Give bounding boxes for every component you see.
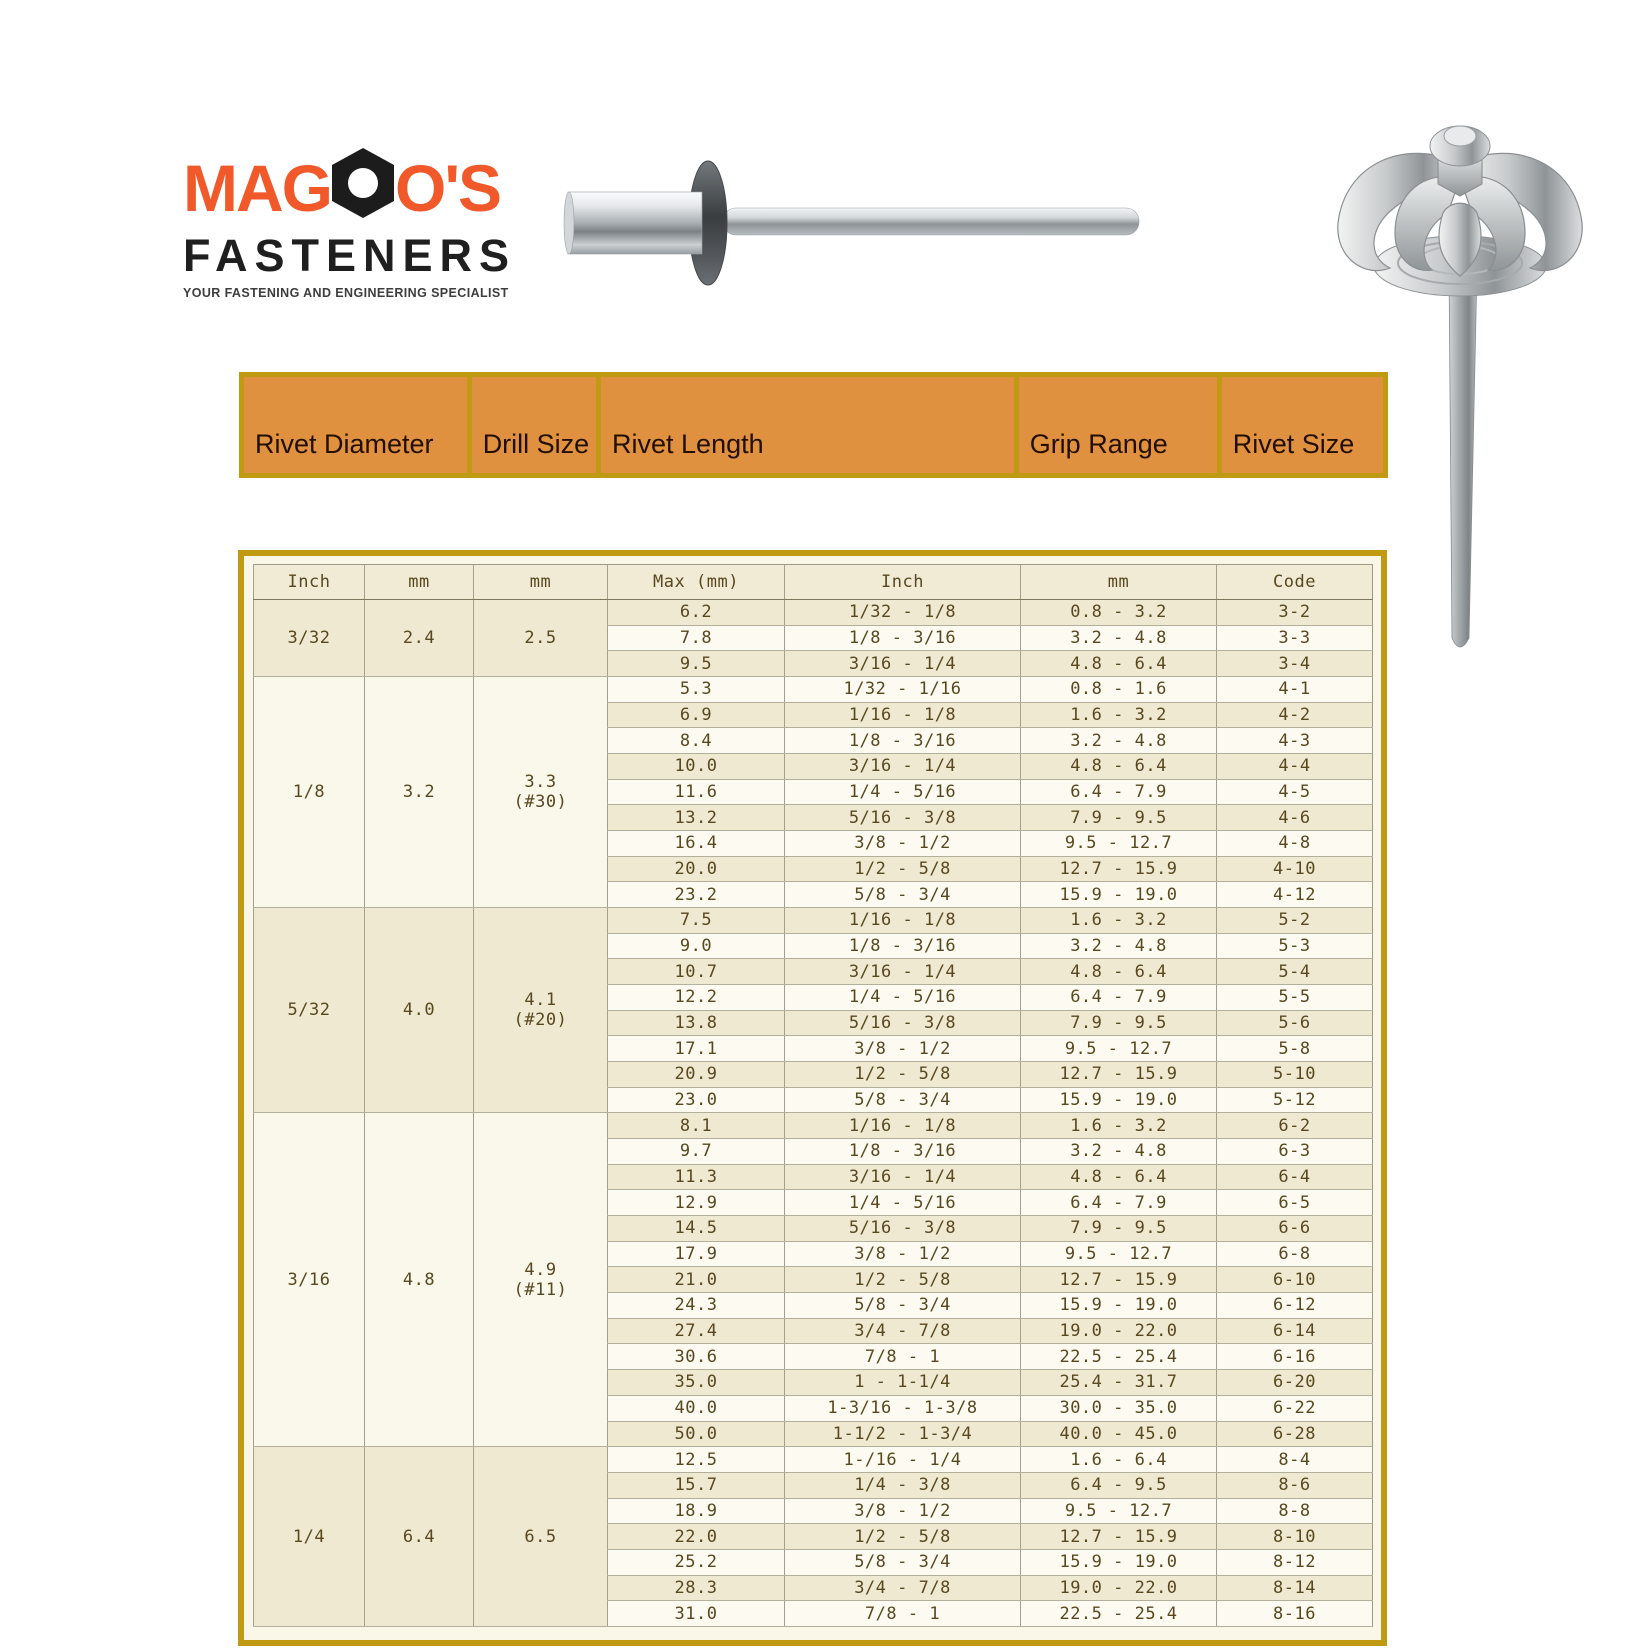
cell-grip-inch: 1/16 - 1/8	[785, 1113, 1021, 1139]
cell-drill-mm: 2.5	[474, 600, 608, 677]
cell-code: 6-14	[1217, 1318, 1373, 1344]
spec-row	[254, 600, 1373, 626]
cell-code: 5-10	[1217, 1062, 1373, 1088]
cell-length-max-mm: 7.5	[608, 908, 785, 934]
cell-diameter-inch: 3/16	[254, 1113, 365, 1447]
cell-length-max-mm: 10.0	[608, 754, 785, 780]
col-header-code: Code	[1217, 565, 1373, 600]
cell-grip-inch: 3/8 - 1/2	[785, 831, 1021, 857]
cell-diameter-mm: 2.4	[365, 600, 474, 677]
cell-code: 8-14	[1217, 1575, 1373, 1601]
cell-grip-mm: 4.8 - 6.4	[1021, 1164, 1217, 1190]
cell-grip-mm: 1.6 - 3.2	[1021, 908, 1217, 934]
cell-code: 4-12	[1217, 882, 1373, 908]
spec-row	[254, 1447, 1373, 1473]
header-cell-rivet-length: Rivet Length	[601, 377, 1014, 473]
cell-length-max-mm: 27.4	[608, 1318, 785, 1344]
cell-grip-inch: 1/4 - 5/16	[785, 985, 1021, 1011]
spec-row	[254, 1113, 1373, 1139]
cell-length-max-mm: 18.9	[608, 1498, 785, 1524]
cell-length-max-mm: 40.0	[608, 1395, 785, 1421]
cell-grip-inch: 1/8 - 3/16	[785, 625, 1021, 651]
hex-nut-icon	[326, 146, 400, 230]
cell-diameter-mm: 3.2	[365, 677, 474, 908]
cell-grip-mm: 7.9 - 9.5	[1021, 1216, 1217, 1242]
cell-code: 5-2	[1217, 908, 1373, 934]
cell-grip-inch: 5/16 - 3/8	[785, 805, 1021, 831]
cell-length-max-mm: 9.0	[608, 933, 785, 959]
cell-grip-inch: 1/8 - 3/16	[785, 933, 1021, 959]
cell-length-max-mm: 50.0	[608, 1421, 785, 1447]
cell-grip-inch: 7/8 - 1	[785, 1601, 1021, 1627]
cell-code: 4-6	[1217, 805, 1373, 831]
cell-grip-mm: 22.5 - 25.4	[1021, 1344, 1217, 1370]
cell-code: 4-1	[1217, 677, 1373, 703]
cell-length-max-mm: 11.3	[608, 1164, 785, 1190]
cell-code: 6-28	[1217, 1421, 1373, 1447]
cell-code: 6-2	[1217, 1113, 1373, 1139]
cell-length-max-mm: 20.0	[608, 856, 785, 882]
cell-diameter-inch: 1/4	[254, 1447, 365, 1627]
cell-grip-inch: 1-/16 - 1/4	[785, 1447, 1021, 1473]
cell-code: 5-8	[1217, 1036, 1373, 1062]
cell-diameter-inch: 3/32	[254, 600, 365, 677]
cell-diameter-mm: 4.0	[365, 908, 474, 1113]
cell-length-max-mm: 10.7	[608, 959, 785, 985]
cell-length-max-mm: 17.1	[608, 1036, 785, 1062]
cell-code: 6-5	[1217, 1190, 1373, 1216]
cell-grip-mm: 15.9 - 19.0	[1021, 1293, 1217, 1319]
col-header-drill-mm: mm	[474, 565, 608, 600]
cell-grip-inch: 1/4 - 3/8	[785, 1472, 1021, 1498]
cell-code: 6-10	[1217, 1267, 1373, 1293]
cell-grip-inch: 1/2 - 5/8	[785, 1267, 1021, 1293]
col-header-length-max-mm: Max (mm)	[608, 565, 785, 600]
cell-grip-mm: 1.6 - 6.4	[1021, 1447, 1217, 1473]
cell-grip-inch: 1/16 - 1/8	[785, 702, 1021, 728]
cell-grip-mm: 3.2 - 4.8	[1021, 625, 1217, 651]
spec-row	[254, 677, 1373, 703]
cell-grip-inch: 1/8 - 3/16	[785, 1139, 1021, 1165]
cell-code: 6-8	[1217, 1241, 1373, 1267]
cell-grip-inch: 3/4 - 7/8	[785, 1575, 1021, 1601]
cell-length-max-mm: 21.0	[608, 1267, 785, 1293]
header-cell-drill-size: Drill Size	[472, 377, 596, 473]
cell-grip-inch: 1/2 - 5/8	[785, 856, 1021, 882]
cell-grip-mm: 15.9 - 19.0	[1021, 1549, 1217, 1575]
cell-grip-inch: 1-1/2 - 1-3/4	[785, 1421, 1021, 1447]
cell-grip-inch: 1/32 - 1/16	[785, 677, 1021, 703]
cell-length-max-mm: 11.6	[608, 779, 785, 805]
cell-grip-inch: 7/8 - 1	[785, 1344, 1021, 1370]
cell-grip-inch: 1/16 - 1/8	[785, 908, 1021, 934]
cell-code: 4-5	[1217, 779, 1373, 805]
cell-code: 3-3	[1217, 625, 1373, 651]
cell-length-max-mm: 6.9	[608, 702, 785, 728]
cell-code: 4-8	[1217, 831, 1373, 857]
cell-length-max-mm: 14.5	[608, 1216, 785, 1242]
cell-grip-mm: 6.4 - 7.9	[1021, 1190, 1217, 1216]
cell-length-max-mm: 8.4	[608, 728, 785, 754]
col-header-diameter-inch: Inch	[254, 565, 365, 600]
cell-length-max-mm: 9.5	[608, 651, 785, 677]
cell-grip-mm: 4.8 - 6.4	[1021, 754, 1217, 780]
brand-name-suffix: O'S	[394, 151, 501, 225]
cell-length-max-mm: 6.2	[608, 600, 785, 626]
spec-row	[254, 908, 1373, 934]
brand-name-prefix: MAG	[183, 151, 331, 225]
cell-grip-inch: 5/16 - 3/8	[785, 1010, 1021, 1036]
cell-code: 5-6	[1217, 1010, 1373, 1036]
cell-grip-inch: 5/16 - 3/8	[785, 1216, 1021, 1242]
cell-code: 8-4	[1217, 1447, 1373, 1473]
brand-tagline: YOUR FASTENING AND ENGINEERING SPECIALIST	[183, 286, 509, 301]
cell-grip-inch: 3/8 - 1/2	[785, 1036, 1021, 1062]
cell-length-max-mm: 8.1	[608, 1113, 785, 1139]
cell-grip-inch: 3/16 - 1/4	[785, 754, 1021, 780]
cell-grip-mm: 4.8 - 6.4	[1021, 959, 1217, 985]
cell-grip-inch: 5/8 - 3/4	[785, 1549, 1021, 1575]
cell-grip-inch: 1 - 1-1/4	[785, 1370, 1021, 1396]
cell-length-max-mm: 23.0	[608, 1087, 785, 1113]
cell-length-max-mm: 31.0	[608, 1601, 785, 1627]
cell-diameter-mm: 6.4	[365, 1447, 474, 1627]
cell-diameter-inch: 1/8	[254, 677, 365, 908]
header-cell-grip-range: Grip Range	[1019, 377, 1217, 473]
cell-code: 6-6	[1217, 1216, 1373, 1242]
cell-length-max-mm: 16.4	[608, 831, 785, 857]
cell-grip-mm: 3.2 - 4.8	[1021, 933, 1217, 959]
cell-length-max-mm: 12.5	[608, 1447, 785, 1473]
cell-code: 8-8	[1217, 1498, 1373, 1524]
cell-code: 8-12	[1217, 1549, 1373, 1575]
cell-length-max-mm: 9.7	[608, 1139, 785, 1165]
cell-grip-mm: 12.7 - 15.9	[1021, 1267, 1217, 1293]
cell-grip-inch: 1-3/16 - 1-3/8	[785, 1395, 1021, 1421]
drill-gauge-note: (#20)	[513, 1010, 568, 1031]
cell-length-max-mm: 13.2	[608, 805, 785, 831]
column-header-table	[239, 372, 1388, 478]
spec-table-header-row	[254, 565, 1373, 600]
cell-code: 6-12	[1217, 1293, 1373, 1319]
cell-drill-mm: 3.3 (#30)	[474, 677, 608, 908]
cell-grip-mm: 1.6 - 3.2	[1021, 702, 1217, 728]
cell-length-max-mm: 22.0	[608, 1524, 785, 1550]
cell-length-max-mm: 5.3	[608, 677, 785, 703]
header-cell-rivet-size: Rivet Size	[1222, 377, 1383, 473]
blind-rivet-image	[540, 150, 1150, 290]
cell-length-max-mm: 7.8	[608, 625, 785, 651]
cell-length-max-mm: 12.9	[608, 1190, 785, 1216]
spec-table	[253, 564, 1373, 1627]
cell-grip-inch: 3/4 - 7/8	[785, 1318, 1021, 1344]
cell-length-max-mm: 13.8	[608, 1010, 785, 1036]
cell-code: 4-10	[1217, 856, 1373, 882]
cell-grip-mm: 9.5 - 12.7	[1021, 831, 1217, 857]
cell-code: 4-4	[1217, 754, 1373, 780]
cell-grip-mm: 12.7 - 15.9	[1021, 1062, 1217, 1088]
cell-grip-mm: 6.4 - 9.5	[1021, 1472, 1217, 1498]
cell-grip-inch: 1/4 - 5/16	[785, 779, 1021, 805]
cell-length-max-mm: 20.9	[608, 1062, 785, 1088]
spec-table-frame	[238, 550, 1387, 1646]
brand-logo	[183, 146, 517, 301]
cell-code: 5-5	[1217, 985, 1373, 1011]
drill-gauge-note: (#11)	[513, 1279, 568, 1300]
cell-grip-mm: 3.2 - 4.8	[1021, 1139, 1217, 1165]
cell-code: 4-3	[1217, 728, 1373, 754]
cell-length-max-mm: 17.9	[608, 1241, 785, 1267]
cell-grip-mm: 3.2 - 4.8	[1021, 728, 1217, 754]
cell-length-max-mm: 15.7	[608, 1472, 785, 1498]
cell-grip-inch: 1/2 - 5/8	[785, 1062, 1021, 1088]
cell-grip-mm: 12.7 - 15.9	[1021, 856, 1217, 882]
cell-grip-inch: 1/8 - 3/16	[785, 728, 1021, 754]
cell-length-max-mm: 12.2	[608, 985, 785, 1011]
col-header-grip-mm: mm	[1021, 565, 1217, 600]
cell-grip-inch: 3/16 - 1/4	[785, 651, 1021, 677]
cell-grip-mm: 1.6 - 3.2	[1021, 1113, 1217, 1139]
brand-subtitle: FASTENERS	[183, 230, 517, 281]
cell-drill-mm: 4.9 (#11)	[474, 1113, 608, 1447]
cell-code: 6-16	[1217, 1344, 1373, 1370]
cell-grip-mm: 0.8 - 1.6	[1021, 677, 1217, 703]
cell-grip-mm: 30.0 - 35.0	[1021, 1395, 1217, 1421]
cell-grip-mm: 15.9 - 19.0	[1021, 1087, 1217, 1113]
cell-code: 4-2	[1217, 702, 1373, 728]
cell-grip-mm: 6.4 - 7.9	[1021, 985, 1217, 1011]
cell-grip-inch: 3/16 - 1/4	[785, 959, 1021, 985]
cell-length-max-mm: 23.2	[608, 882, 785, 908]
cell-length-max-mm: 35.0	[608, 1370, 785, 1396]
cell-grip-mm: 40.0 - 45.0	[1021, 1421, 1217, 1447]
cell-grip-mm: 4.8 - 6.4	[1021, 651, 1217, 677]
cell-length-max-mm: 24.3	[608, 1293, 785, 1319]
cell-grip-mm: 9.5 - 12.7	[1021, 1036, 1217, 1062]
cell-diameter-mm: 4.8	[365, 1113, 474, 1447]
cell-code: 6-20	[1217, 1370, 1373, 1396]
cell-grip-mm: 0.8 - 3.2	[1021, 600, 1217, 626]
cell-grip-mm: 15.9 - 19.0	[1021, 882, 1217, 908]
cell-grip-mm: 19.0 - 22.0	[1021, 1318, 1217, 1344]
cell-grip-inch: 5/8 - 3/4	[785, 1293, 1021, 1319]
cell-grip-mm: 12.7 - 15.9	[1021, 1524, 1217, 1550]
cell-grip-mm: 9.5 - 12.7	[1021, 1498, 1217, 1524]
cell-code: 3-4	[1217, 651, 1373, 677]
cell-grip-inch: 3/8 - 1/2	[785, 1241, 1021, 1267]
cell-code: 6-4	[1217, 1164, 1373, 1190]
cell-grip-inch: 3/16 - 1/4	[785, 1164, 1021, 1190]
cell-drill-mm: 4.1 (#20)	[474, 908, 608, 1113]
cell-grip-mm: 22.5 - 25.4	[1021, 1601, 1217, 1627]
cell-grip-mm: 19.0 - 22.0	[1021, 1575, 1217, 1601]
cell-grip-inch: 1/32 - 1/8	[785, 600, 1021, 626]
cell-grip-inch: 1/2 - 5/8	[785, 1524, 1021, 1550]
cell-grip-mm: 9.5 - 12.7	[1021, 1241, 1217, 1267]
drill-gauge-note: (#30)	[513, 792, 568, 813]
cell-code: 5-3	[1217, 933, 1373, 959]
cell-code: 5-4	[1217, 959, 1373, 985]
cell-code: 3-2	[1217, 600, 1373, 626]
cell-length-max-mm: 25.2	[608, 1549, 785, 1575]
cell-grip-mm: 6.4 - 7.9	[1021, 779, 1217, 805]
header-cell-rivet-diameter: Rivet Diameter	[244, 377, 467, 473]
cell-length-max-mm: 28.3	[608, 1575, 785, 1601]
cell-grip-mm: 7.9 - 9.5	[1021, 1010, 1217, 1036]
cell-code: 6-3	[1217, 1139, 1373, 1165]
cell-grip-inch: 3/8 - 1/2	[785, 1498, 1021, 1524]
cell-grip-mm: 7.9 - 9.5	[1021, 805, 1217, 831]
col-header-grip-inch: Inch	[785, 565, 1021, 600]
cell-length-max-mm: 30.6	[608, 1344, 785, 1370]
cell-code: 8-10	[1217, 1524, 1373, 1550]
cell-code: 5-12	[1217, 1087, 1373, 1113]
cell-drill-mm: 6.5	[474, 1447, 608, 1627]
cell-grip-mm: 25.4 - 31.7	[1021, 1370, 1217, 1396]
cell-grip-inch: 5/8 - 3/4	[785, 882, 1021, 908]
cell-code: 6-22	[1217, 1395, 1373, 1421]
brand-name	[183, 146, 513, 230]
cell-diameter-inch: 5/32	[254, 908, 365, 1113]
cell-grip-inch: 5/8 - 3/4	[785, 1087, 1021, 1113]
cell-code: 8-6	[1217, 1472, 1373, 1498]
cell-code: 8-16	[1217, 1601, 1373, 1627]
col-header-diameter-mm: mm	[365, 565, 474, 600]
cell-grip-inch: 1/4 - 5/16	[785, 1190, 1021, 1216]
